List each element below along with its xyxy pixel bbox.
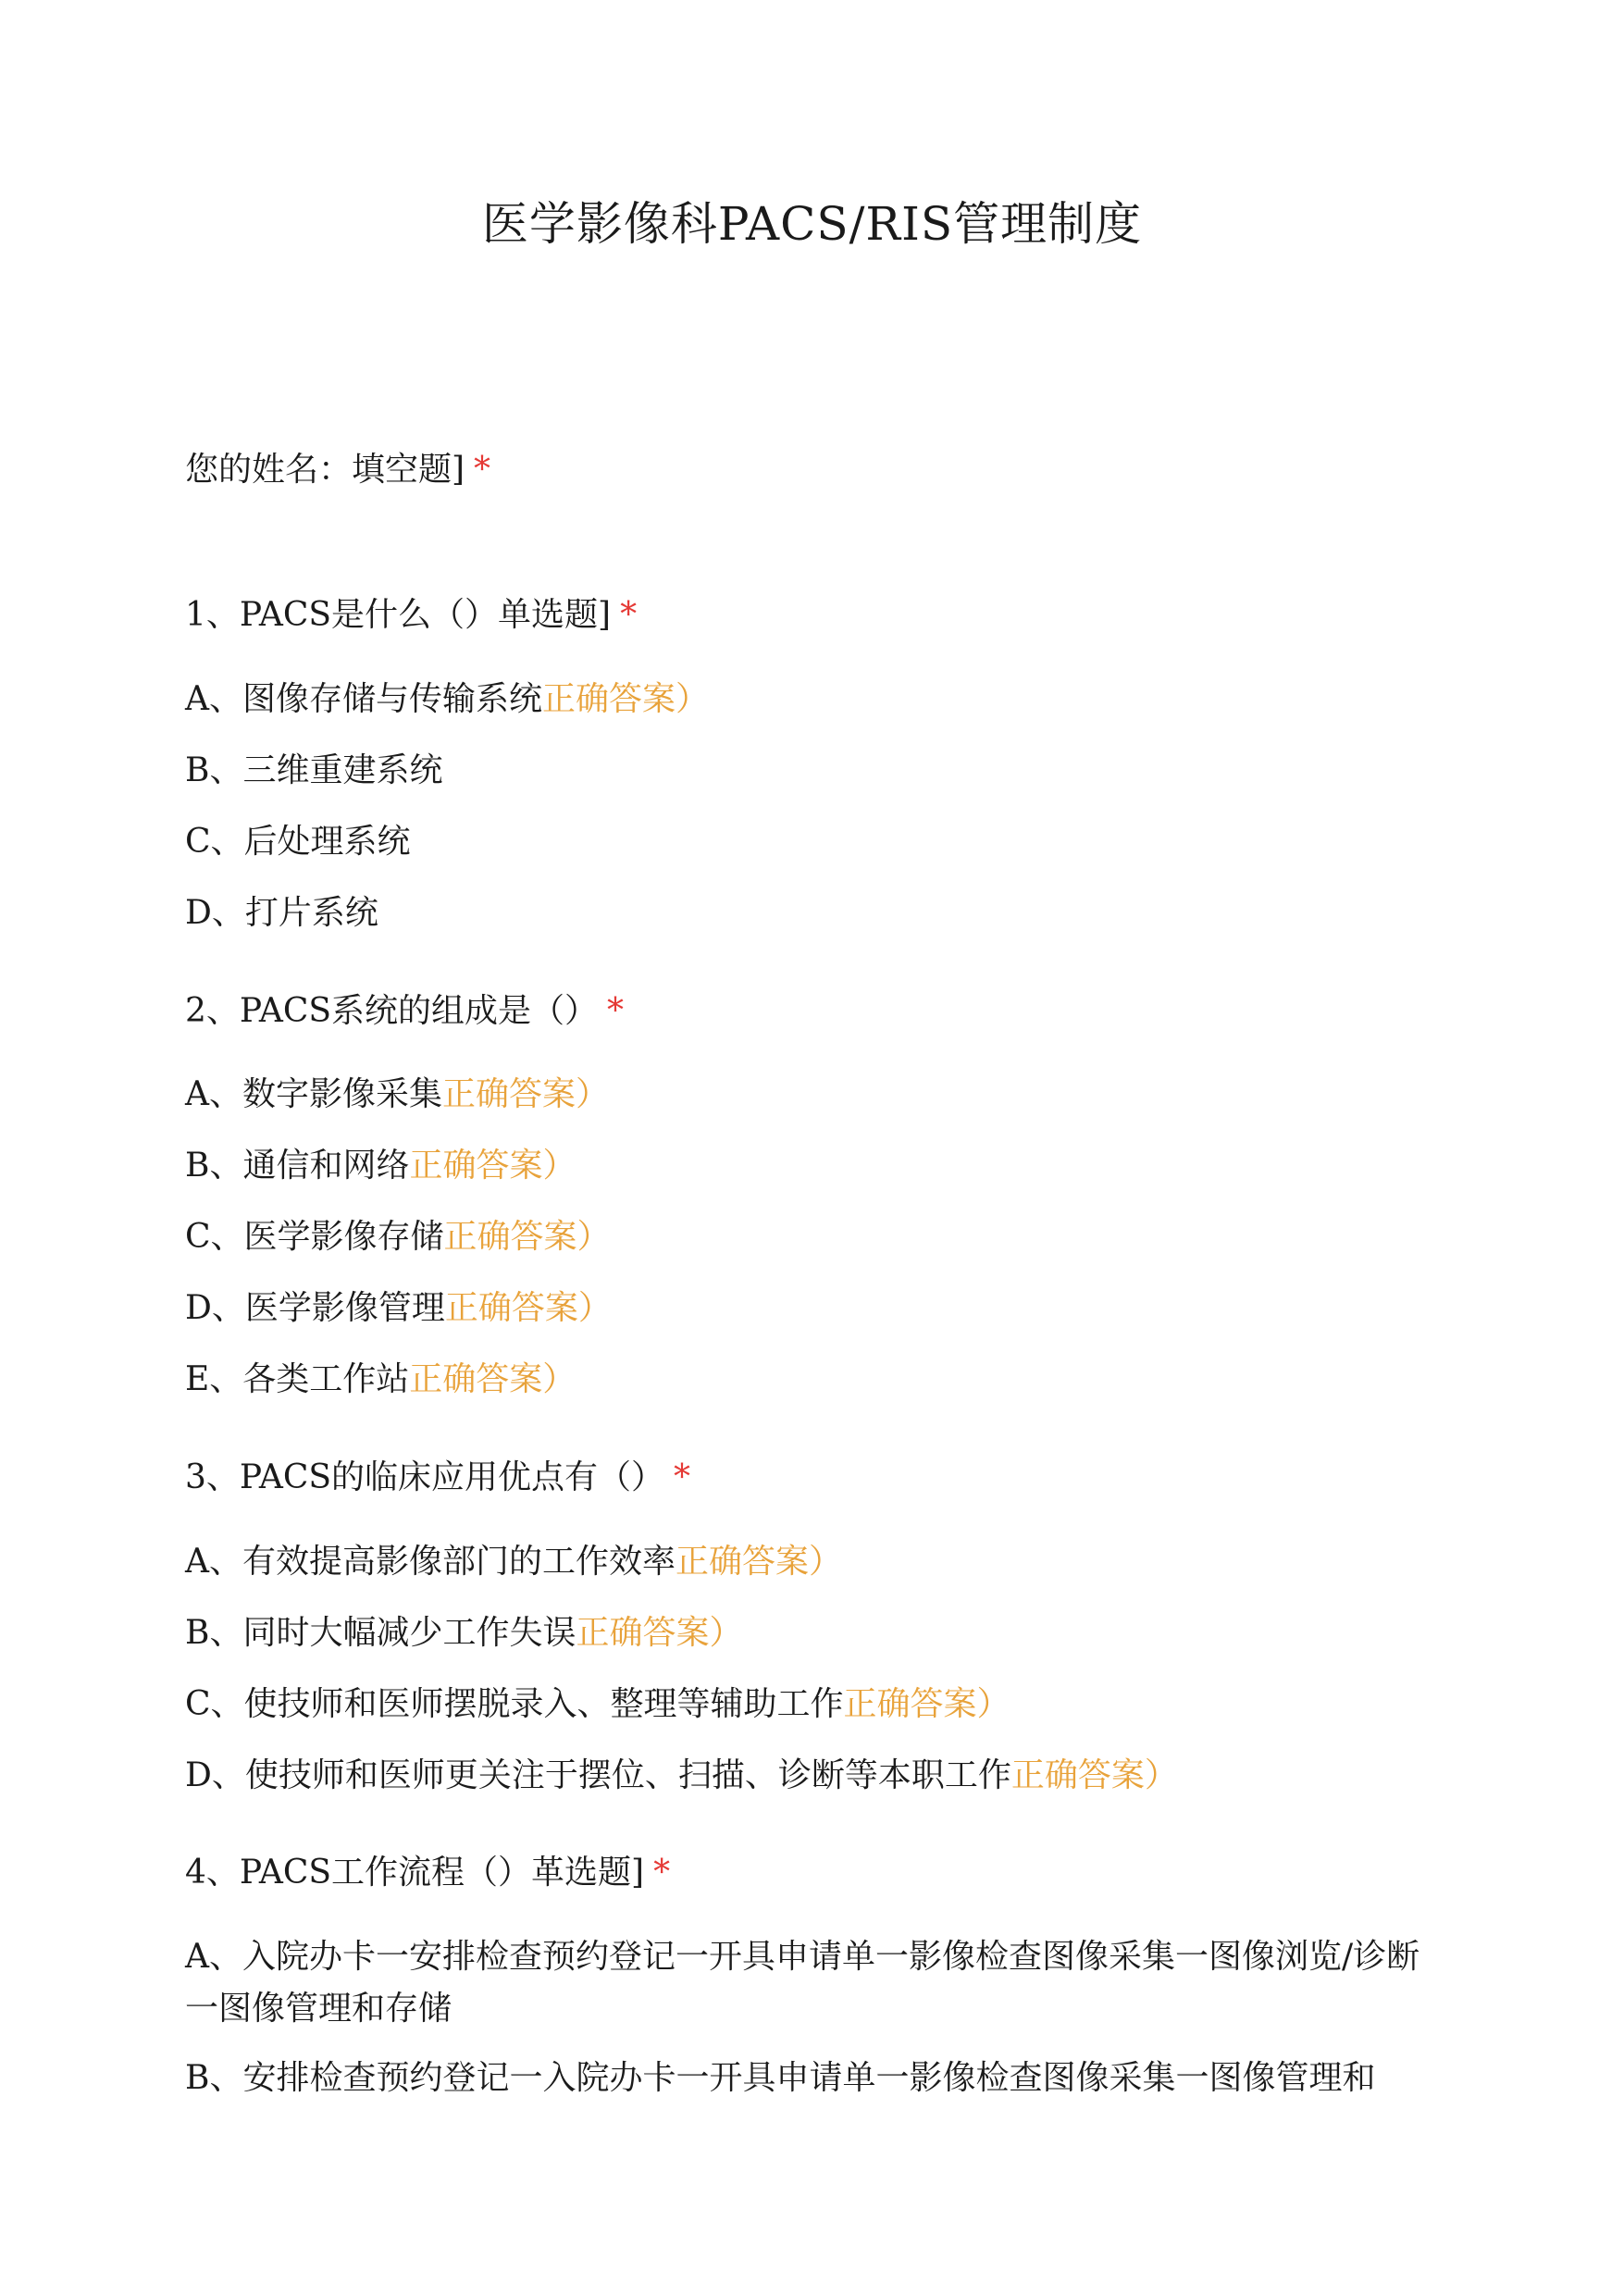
option-text: A、数字影像采集 <box>185 1075 442 1113</box>
required-asterisk: * <box>674 1458 691 1496</box>
question-2-option-a <box>185 1069 1444 1121</box>
correct-answer-tag: 正确答案） <box>843 1685 1010 1723</box>
question-2 <box>185 986 1444 1037</box>
option-text: E、各类工作站 <box>185 1360 410 1398</box>
name-field-prompt <box>185 444 1444 496</box>
question-3-option-b <box>185 1607 1444 1659</box>
document-title: 医学影像科PACS/RIS管理制度 <box>481 197 1143 251</box>
option-text: B、同时大幅减少工作失误 <box>185 1614 576 1652</box>
option-text: D、医学影像管理 <box>185 1289 445 1327</box>
correct-answer-tag: 正确答案） <box>676 1543 843 1581</box>
question-1-text: 1、PACS是什么（）单选题] <box>185 596 612 634</box>
question-1 <box>185 589 1444 641</box>
question-3-option-a <box>185 1536 1444 1588</box>
correct-answer-tag: 正确答案） <box>443 1218 611 1256</box>
option-text: C、使技师和医师摆脱录入、整理等辅助工作 <box>185 1685 844 1723</box>
option-text: D、打片系统 <box>185 894 378 932</box>
question-1-option-d <box>185 887 1444 939</box>
question-4-option-a <box>185 1931 1444 2035</box>
question-2-option-e <box>185 1354 1444 1406</box>
correct-answer-tag: 正确答案） <box>576 1614 743 1652</box>
question-3 <box>185 1452 1444 1504</box>
question-1-option-b <box>185 745 1444 797</box>
option-text: B、三维重建系统 <box>185 751 443 789</box>
question-2-option-b <box>185 1140 1444 1192</box>
question-1-option-c <box>185 816 1444 868</box>
question-3-option-c <box>185 1679 1444 1731</box>
option-text: C、后处理系统 <box>185 823 411 861</box>
option-text: D、使技师和医师更关注于摆位、扫描、诊断等本职工作 <box>185 1756 1011 1794</box>
name-field-label: 您的姓名：填空题] <box>185 451 465 489</box>
correct-answer-tag: 正确答案） <box>409 1147 576 1185</box>
option-text: B、通信和网络 <box>185 1147 410 1185</box>
option-text: A、有效提高影像部门的工作效率 <box>185 1543 676 1581</box>
question-4-option-b <box>185 2053 1444 2104</box>
required-asterisk: * <box>607 992 625 1030</box>
required-asterisk: * <box>620 596 638 634</box>
correct-answer-tag: 正确答案） <box>409 1360 576 1398</box>
correct-answer-tag: 正确答案） <box>542 680 710 718</box>
correct-answer-tag: 正确答案） <box>1010 1756 1178 1794</box>
question-2-option-d <box>185 1283 1444 1334</box>
option-text: A、入院办卡一安排检查预约登记一开具申请单一影像检查图像采集一图像浏览/诊断一图像管理和存储 <box>185 1938 1420 2028</box>
correct-answer-tag: 正确答案） <box>444 1289 612 1327</box>
option-text: C、医学影像存储 <box>185 1218 444 1256</box>
required-asterisk: * <box>653 1854 671 1892</box>
question-3-text: 3、PACS的临床应用优点有（） <box>185 1458 665 1496</box>
required-asterisk: * <box>474 451 491 489</box>
question-4 <box>185 1847 1444 1899</box>
option-text: A、图像存储与传输系统 <box>185 680 542 718</box>
question-3-option-d <box>185 1750 1444 1802</box>
correct-answer-tag: 正确答案） <box>442 1075 610 1113</box>
question-1-option-a <box>185 674 1444 726</box>
question-2-text: 2、PACS系统的组成是（） <box>185 992 599 1030</box>
question-4-text: 4、PACS工作流程（）革选题] <box>185 1854 645 1892</box>
option-text: B、安排检查预约登记一入院办卡一开具申请单一影像检查图像采集一图像管理和 <box>185 2059 1376 2097</box>
question-2-option-c <box>185 1211 1444 1263</box>
